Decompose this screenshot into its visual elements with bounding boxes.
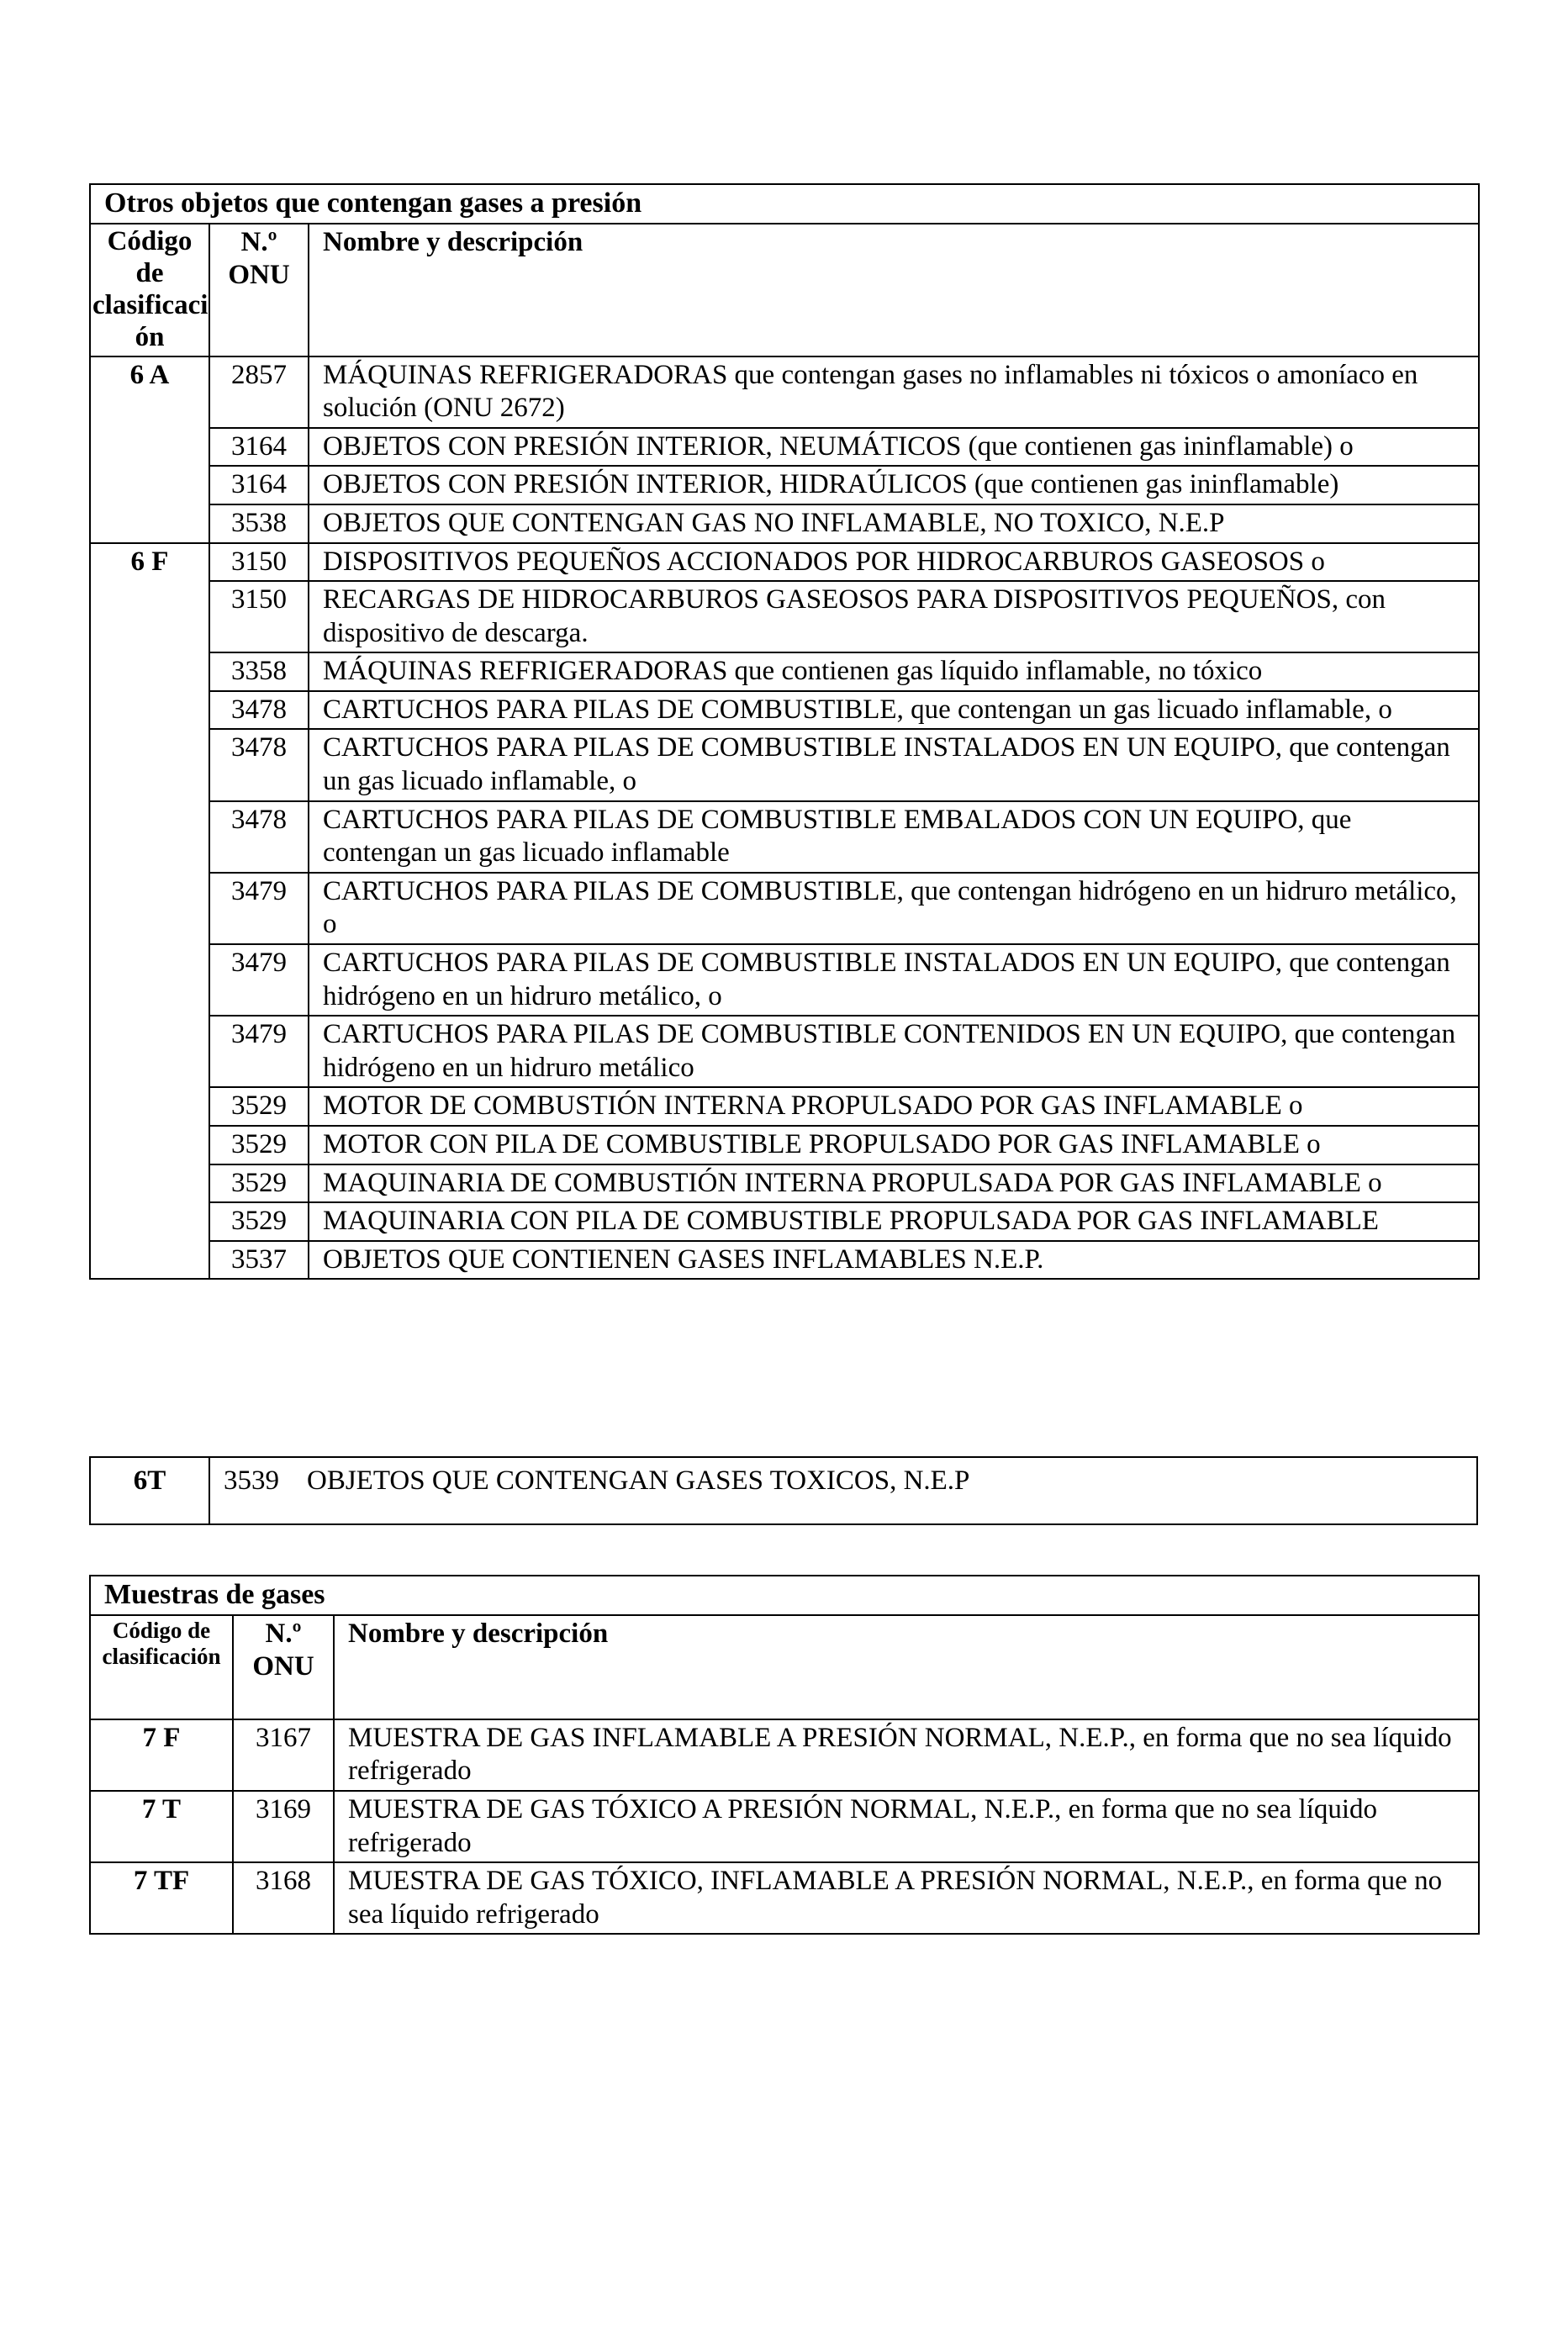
name-description: MAQUINARIA CON PILA DE COMBUSTIBLE PROPULSADA POR GAS INFLAMABLE [309, 1202, 1479, 1241]
table-row [90, 1457, 1477, 1524]
header-num-line: ONU [252, 1651, 314, 1682]
name-description: MUESTRA DE GAS TÓXICO, INFLAMABLE A PRESIÓN NORMAL, N.E.P., en forma que no sea líquido refrigerado [334, 1862, 1479, 1934]
classification-code: 6 A [90, 356, 209, 543]
table-row [90, 466, 1479, 504]
header-name-description: Nombre y descripción [334, 1615, 1479, 1719]
un-number: 3358 [209, 652, 309, 691]
name-description: OBJETOS CON PRESIÓN INTERIOR, NEUMÁTICOS (que contienen gas ininflamable) o [309, 428, 1479, 467]
name-description: MUESTRA DE GAS INFLAMABLE A PRESIÓN NORMAL, N.E.P., en forma que no sea líquido refrigerado [334, 1719, 1479, 1791]
table-row [90, 944, 1479, 1016]
header-code-line: de [135, 257, 164, 288]
name-description: CARTUCHOS PARA PILAS DE COMBUSTIBLE INSTALADOS EN UN EQUIPO, que contengan un gas licuado inflamable, o [309, 729, 1479, 800]
name-description: MOTOR CON PILA DE COMBUSTIBLE PROPULSADO POR GAS INFLAMABLE o [309, 1126, 1479, 1164]
classification-code: 6T [90, 1457, 209, 1524]
table-row [90, 652, 1479, 691]
un-number: 3529 [209, 1202, 309, 1241]
name-description: OBJETOS QUE CONTENGAN GASES TOXICOS, N.E.P [307, 1465, 970, 1496]
un-number: 3167 [233, 1719, 334, 1791]
un-number: 3168 [233, 1862, 334, 1934]
un-number: 3538 [209, 504, 309, 543]
classification-code: 7 T [90, 1791, 233, 1862]
name-description: OBJETOS QUE CONTENGAN GAS NO INFLAMABLE, NO TOXICO, N.E.P [309, 504, 1479, 543]
classification-code: 6 F [90, 543, 209, 1280]
name-description: RECARGAS DE HIDROCARBUROS GASEOSOS PARA DISPOSITIVOS PEQUEÑOS, con dispositivo de descarga. [309, 581, 1479, 652]
table-row [90, 801, 1479, 873]
pressure-gas-objects-table [89, 183, 1480, 1280]
table-row [90, 1241, 1479, 1280]
un-number: 3164 [209, 466, 309, 504]
table-row [90, 691, 1479, 730]
name-description: MOTOR DE COMBUSTIÓN INTERNA PROPULSADO POR GAS INFLAMABLE o [309, 1087, 1479, 1126]
header-un-number [233, 1615, 334, 1719]
table-row [90, 356, 1479, 428]
name-description: CARTUCHOS PARA PILAS DE COMBUSTIBLE EMBALADOS CON UN EQUIPO, que contengan un gas licuado inflamable [309, 801, 1479, 873]
un-number: 3529 [209, 1126, 309, 1164]
un-number: 3539 [224, 1465, 279, 1496]
un-number: 2857 [209, 356, 309, 428]
table-row [90, 1862, 1479, 1934]
table-row [90, 543, 1479, 582]
name-description: MAQUINARIA DE COMBUSTIÓN INTERNA PROPULSADA POR GAS INFLAMABLE o [309, 1164, 1479, 1203]
name-description: MÁQUINAS REFRIGERADORAS que contienen gas líquido inflamable, no tóxico [309, 652, 1479, 691]
name-description: CARTUCHOS PARA PILAS DE COMBUSTIBLE CONTENIDOS EN UN EQUIPO, que contengan hidrógeno en un hidruro metálico [309, 1016, 1479, 1087]
header-num-line: ONU [228, 260, 290, 291]
table-title-row [90, 184, 1479, 224]
table-row [90, 1719, 1479, 1791]
row-content [209, 1457, 1477, 1524]
header-num-line: N.º [265, 1618, 302, 1649]
header-un-number [209, 224, 309, 356]
table-row [90, 1791, 1479, 1862]
un-number: 3478 [209, 691, 309, 730]
name-description: MUESTRA DE GAS TÓXICO A PRESIÓN NORMAL, N.E.P., en forma que no sea líquido refrigerado [334, 1791, 1479, 1862]
name-description: DISPOSITIVOS PEQUEÑOS ACCIONADOS POR HIDROCARBUROS GASEOSOS o [309, 543, 1479, 582]
header-num-line: N.º [240, 226, 277, 257]
table-body [90, 1576, 1479, 1934]
un-number: 3537 [209, 1241, 309, 1280]
table-row [90, 1016, 1479, 1087]
un-number: 3150 [209, 581, 309, 652]
table-row [90, 1164, 1479, 1203]
header-code-line: clasificación [102, 1643, 221, 1669]
table-title: Muestras de gases [90, 1576, 1479, 1615]
un-number: 3529 [209, 1164, 309, 1203]
un-number: 3529 [209, 1087, 309, 1126]
classification-code: 7 F [90, 1719, 233, 1791]
name-description: CARTUCHOS PARA PILAS DE COMBUSTIBLE, que contengan hidrógeno en un hidruro metálico, o [309, 873, 1479, 944]
table-row [90, 1087, 1479, 1126]
name-description: CARTUCHOS PARA PILAS DE COMBUSTIBLE, que contengan un gas licuado inflamable, o [309, 691, 1479, 730]
name-description: CARTUCHOS PARA PILAS DE COMBUSTIBLE INSTALADOS EN UN EQUIPO, que contengan hidrógeno en un hidruro metálico, o [309, 944, 1479, 1016]
name-description: OBJETOS QUE CONTIENEN GASES INFLAMABLES N.E.P. [309, 1241, 1479, 1280]
table-row [90, 1202, 1479, 1241]
header-code-line: clasificaci [92, 289, 209, 320]
table-row [90, 428, 1479, 467]
name-description: MÁQUINAS REFRIGERADORAS que contengan gases no inflamables ni tóxicos o amoníaco en solución (ONU 2672) [309, 356, 1479, 428]
name-description: OBJETOS CON PRESIÓN INTERIOR, HIDRAÚLICOS (que contienen gas ininflamable) [309, 466, 1479, 504]
un-number: 3478 [209, 729, 309, 800]
toxic-gas-objects-table [89, 1456, 1478, 1525]
table-title-row [90, 1576, 1479, 1615]
table-body [90, 184, 1479, 1279]
un-number: 3479 [209, 1016, 309, 1087]
table-row [90, 1126, 1479, 1164]
classification-code: 7 TF [90, 1862, 233, 1934]
un-number: 3479 [209, 944, 309, 1016]
gas-samples-table [89, 1575, 1480, 1935]
header-code-line: Código de [112, 1617, 211, 1643]
header-classification-code [90, 224, 209, 356]
un-number: 3479 [209, 873, 309, 944]
table-row [90, 873, 1479, 944]
header-classification-code [90, 1615, 233, 1719]
un-number: 3164 [209, 428, 309, 467]
un-number: 3169 [233, 1791, 334, 1862]
table-row [90, 729, 1479, 800]
table-row [90, 581, 1479, 652]
table-title: Otros objetos que contengan gases a presión [90, 184, 1479, 224]
table-header-row [90, 1615, 1479, 1719]
header-code-line: ón [135, 321, 165, 352]
un-number: 3150 [209, 543, 309, 582]
header-code-line: Código [107, 225, 193, 256]
un-number: 3478 [209, 801, 309, 873]
table-header-row [90, 224, 1479, 356]
header-name-description: Nombre y descripción [309, 224, 1479, 356]
table-row [90, 504, 1479, 543]
